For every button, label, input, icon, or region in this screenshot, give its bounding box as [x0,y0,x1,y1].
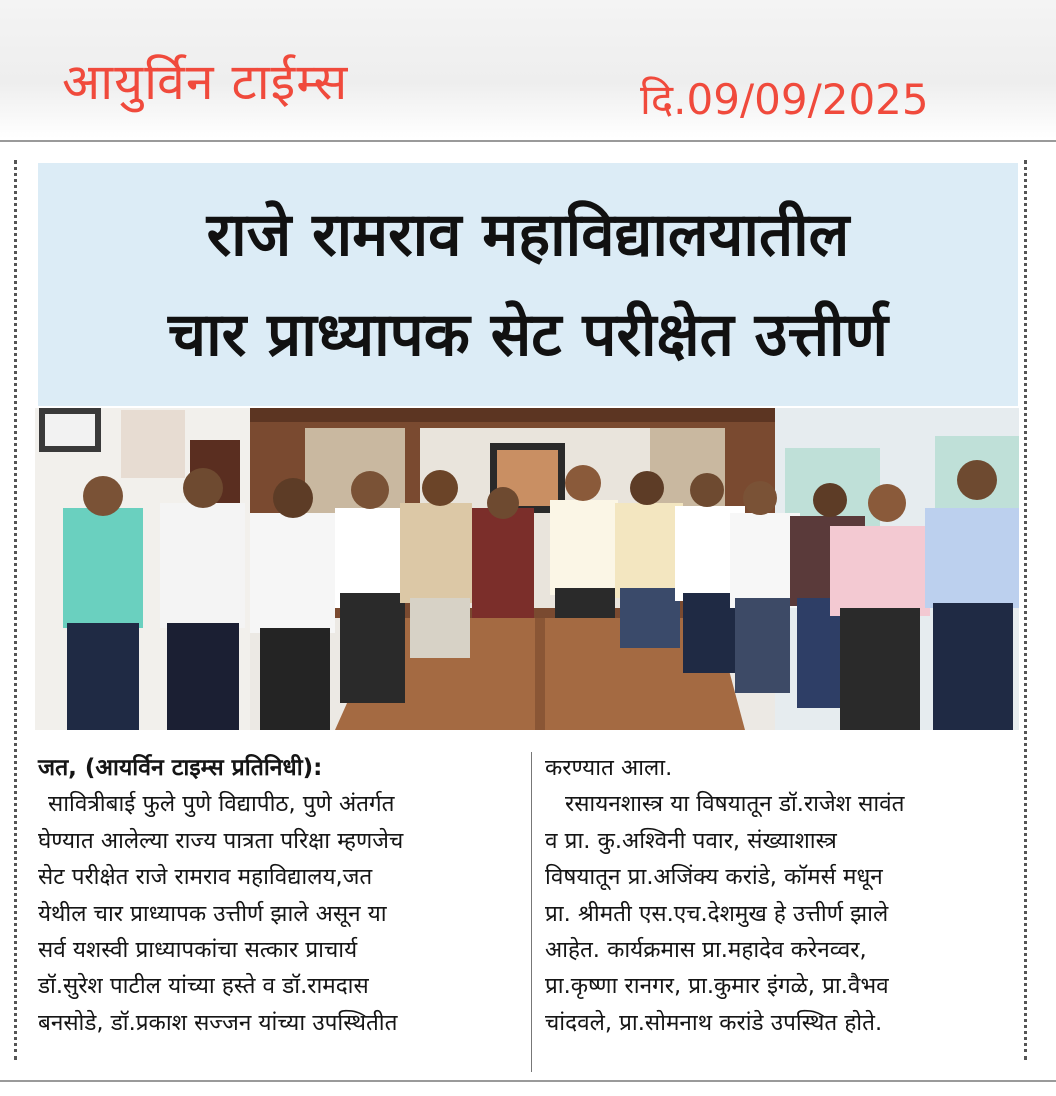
bottom-divider [0,1080,1056,1082]
article-line: प्रा.कृष्णा रानगर, प्रा.कुमार इंगळे, प्रा.वैभव [545,973,889,1000]
article-line: विषयातून प्रा.अजिंक्य करांडे, कॉमर्स मधून [545,864,883,891]
headline-line-1: राजे रामराव महाविद्यालयातील [206,200,850,270]
article-dateline: जत, (आयर्विन टाइम्स प्रतिनिधी): [38,755,323,781]
article-column-right [545,750,1023,1041]
article-line: चांदवले, प्रा.सोमनाथ करांडे उपस्थित होते. [545,1009,883,1036]
headline-line-2: चार प्राध्यापक सेट परीक्षेत उत्तीर्ण [168,300,888,370]
top-divider [0,140,1056,142]
article-line: सावित्रीबाई फुले पुणे विद्यापीठ, पुणे अंतर्गत [48,791,395,818]
newspaper-name: आयुर्विन टाईम्स [62,53,349,111]
left-dotted-border [14,160,17,1060]
article-line: बनसोडे, डॉ.प्रकाश सज्जन यांच्या उपस्थितीत [38,1009,398,1036]
article-line: सर्व यशस्वी प्राध्यापकांचा सत्कार प्राचार्य [38,937,358,964]
article-line: रसायनशास्त्र या विषयातून डॉ.राजेश सावंत [565,791,905,818]
article-line: करण्यात आला. [545,755,673,781]
masthead [0,0,1056,138]
article-line: व प्रा. कु.अश्विनी पवार, संख्याशास्त्र [545,827,837,854]
article-line: डॉ.सुरेश पाटील यांच्या हस्ते व डॉ.रामदास [38,973,369,1000]
article-line: येथील चार प्राध्यापक उत्तीर्ण झाले असून या [38,900,387,927]
article-line: आहेत. कार्यक्रमास प्रा.महादेव करेनव्वर, [545,937,867,964]
group-photo-illustration [35,408,1019,730]
article-line: घेण्यात आलेल्या राज्य पात्रता परिक्षा म्हणजेच [38,827,404,854]
column-divider [531,752,532,1072]
article-line: प्रा. श्रीमती एस.एच.देशमुख हे उत्तीर्ण झाले [545,900,889,927]
group-photo [35,408,1019,730]
article-column-left [38,750,518,1041]
publication-date: दि.09/09/2025 [640,75,929,124]
article-line: सेट परीक्षेत राजे रामराव महाविद्यालय,जत [38,864,373,891]
right-dotted-border [1024,160,1027,1060]
headline-box [38,163,1018,406]
